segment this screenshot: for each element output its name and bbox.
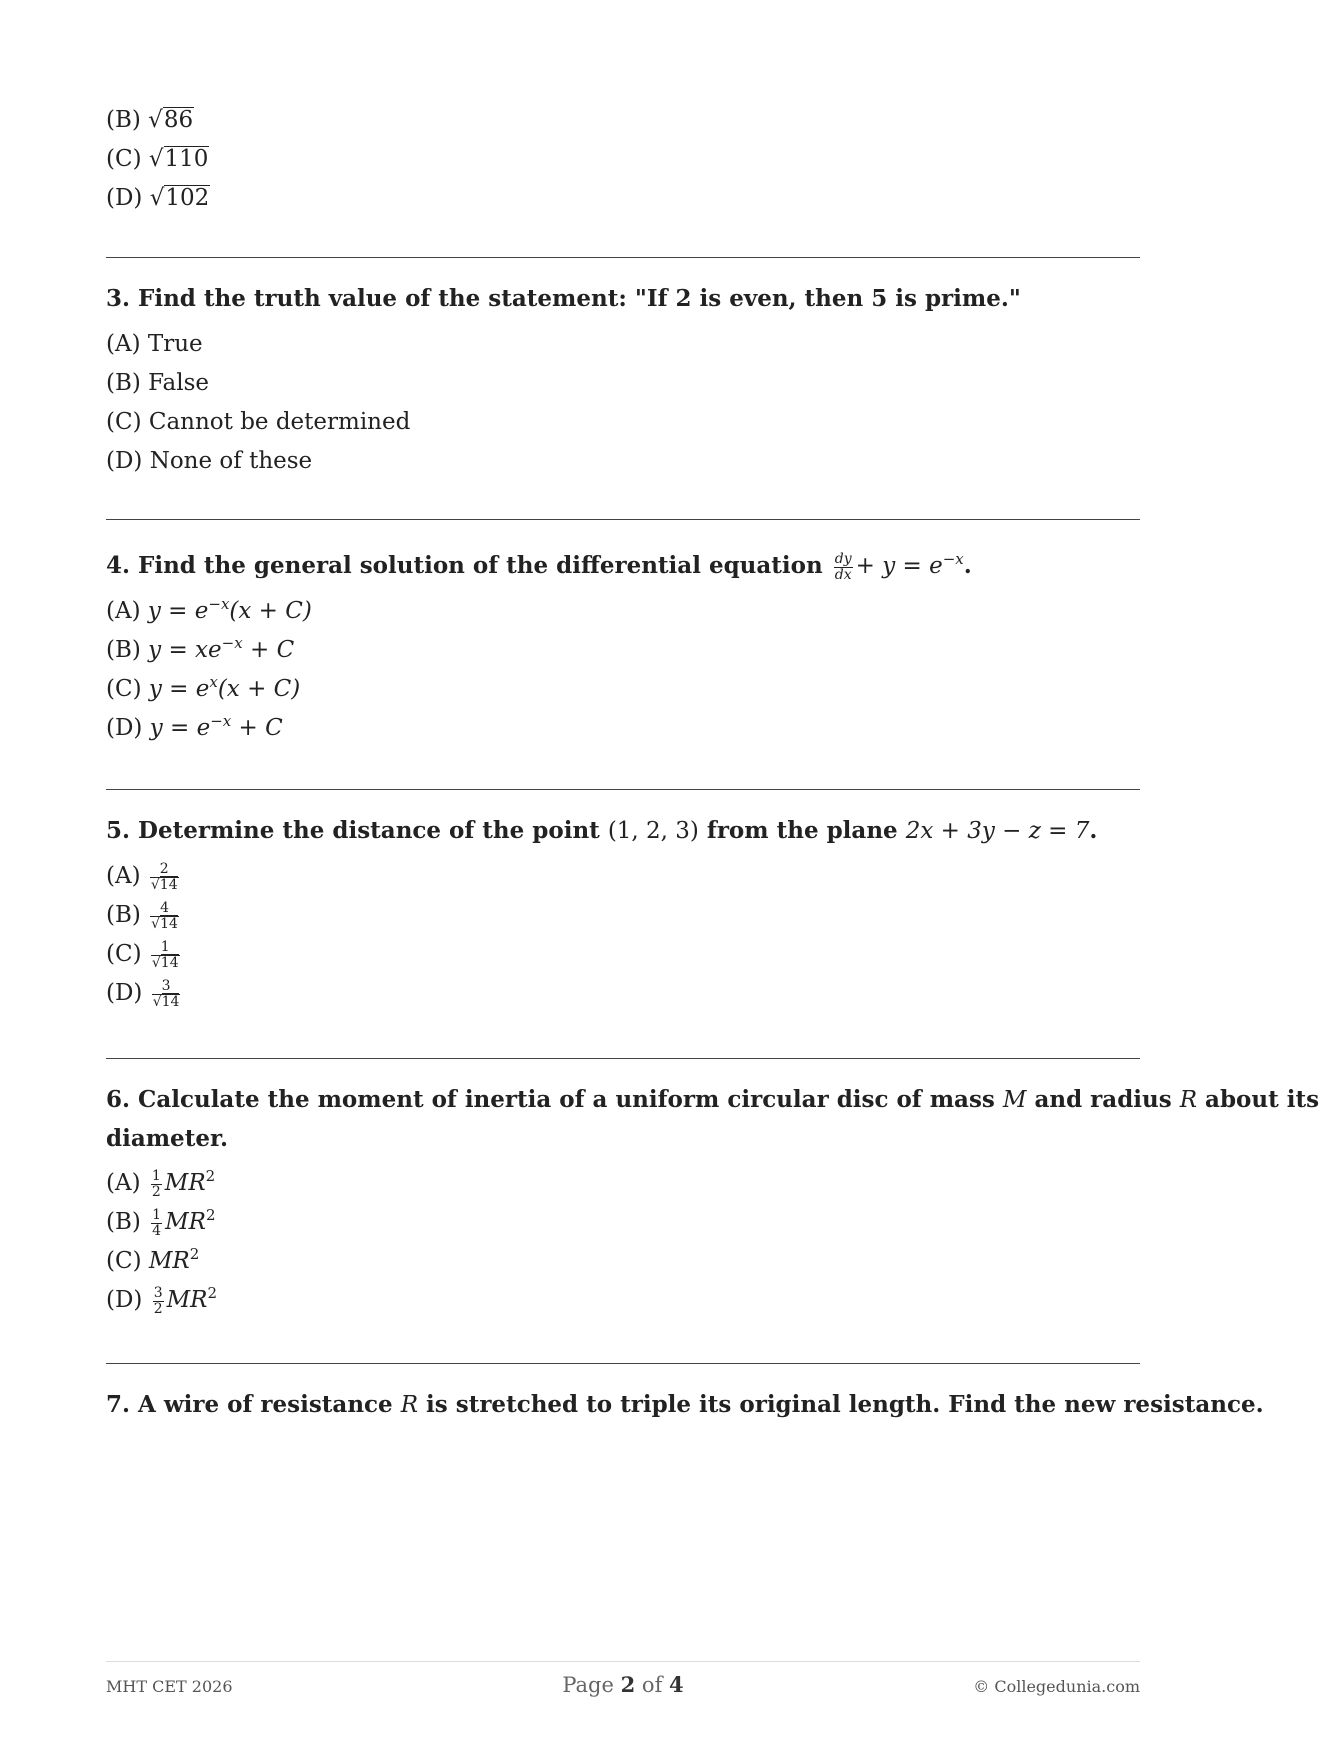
expression: MR xyxy=(166,1287,208,1313)
divider xyxy=(106,1058,1140,1059)
footer-copyright: © Collegedunia.com xyxy=(973,1677,1140,1696)
q5-option-b xyxy=(106,900,181,932)
superscript: 2 xyxy=(207,1284,218,1302)
denominator: 4 xyxy=(152,1222,162,1239)
option-label: (D) xyxy=(106,1287,143,1313)
question-3: 3. Find the truth value of the statement: "If 2 is even, then 5 is prime." xyxy=(106,285,1021,312)
expression: (x + C) xyxy=(217,676,301,702)
q5-option-d xyxy=(106,978,182,1010)
question-text: about its xyxy=(1205,1086,1319,1113)
q3-option-b: (B) False xyxy=(106,370,210,396)
option-label: (C) xyxy=(106,146,142,172)
option-label: (A) xyxy=(106,598,141,624)
q6-option-a xyxy=(106,1168,215,1200)
radicand: 14 xyxy=(160,954,179,971)
numerator: 1 xyxy=(152,1206,162,1223)
q2-option-c xyxy=(106,144,209,174)
question-text: 4. Find the general solution of the differential equation xyxy=(106,552,823,579)
superscript: −x xyxy=(942,550,964,568)
question-4 xyxy=(106,551,972,583)
sqrt-expression: √102 xyxy=(149,185,210,211)
numerator: 4 xyxy=(160,899,169,916)
expression: y = xe xyxy=(148,637,222,663)
point-coordinates: (1, 2, 3) xyxy=(607,818,699,844)
q4-option-a xyxy=(106,596,312,626)
question-5 xyxy=(106,816,1097,846)
equation-text: + y = e xyxy=(855,553,943,579)
expression: + C xyxy=(242,637,295,663)
question-text: 6. Calculate the moment of inertia of a uniform circular disc of mass xyxy=(106,1086,995,1113)
fraction xyxy=(150,862,179,893)
denominator: √14 xyxy=(150,876,178,893)
question-text: from the plane xyxy=(706,817,898,844)
denominator: dx xyxy=(834,566,852,583)
q6-option-d xyxy=(106,1285,217,1317)
sqrt-expression: √110 xyxy=(148,146,209,172)
total-pages: 4 xyxy=(669,1672,684,1697)
q2-option-b xyxy=(106,105,194,135)
option-label: (D) xyxy=(106,980,143,1006)
sqrt-expression: √86 xyxy=(148,107,194,133)
current-page: 2 xyxy=(620,1672,636,1697)
radicand: 14 xyxy=(161,993,180,1010)
expression: y = e xyxy=(148,676,210,702)
question-text: is stretched to triple its original length. Find the new resistance. xyxy=(426,1391,1264,1418)
variable-m: M xyxy=(1002,1087,1027,1113)
fraction xyxy=(150,901,179,932)
plane-equation: 2x + 3y − z = 7 xyxy=(905,818,1090,844)
superscript: 2 xyxy=(205,1167,216,1185)
question-text: 7. A wire of resistance xyxy=(106,1391,393,1418)
expression: MR xyxy=(165,1209,206,1235)
option-label: (C) xyxy=(106,676,142,702)
expression: MR xyxy=(148,1248,190,1274)
q6-option-c xyxy=(106,1246,199,1276)
q6-option-b xyxy=(106,1207,216,1239)
question-text: and radius xyxy=(1034,1086,1172,1113)
expression: y = e xyxy=(147,598,209,624)
of-word: of xyxy=(641,1673,663,1697)
option-label: (B) xyxy=(106,1209,141,1235)
superscript: −x xyxy=(221,634,243,652)
numerator: 1 xyxy=(151,1167,161,1184)
radicand: 86 xyxy=(163,107,194,133)
numerator: 2 xyxy=(159,860,169,877)
numerator: 3 xyxy=(161,977,171,994)
q3-option-c: (C) Cannot be determined xyxy=(106,409,411,435)
q3-option-a: (A) True xyxy=(106,331,203,357)
period: . xyxy=(963,552,972,579)
fraction xyxy=(151,940,180,971)
numerator: 3 xyxy=(153,1284,163,1301)
divider xyxy=(106,519,1140,520)
period: . xyxy=(1089,817,1098,844)
superscript: −x xyxy=(208,595,230,613)
option-label: (B) xyxy=(106,902,141,928)
denominator: √14 xyxy=(151,954,179,971)
option-label: (B) xyxy=(106,107,141,133)
denominator: √14 xyxy=(152,993,180,1010)
q5-option-c xyxy=(106,939,182,971)
fraction xyxy=(152,1286,165,1317)
superscript: 2 xyxy=(205,1206,216,1224)
variable-r: R xyxy=(1179,1087,1198,1113)
radicand: 110 xyxy=(164,146,209,172)
question-6-line-1 xyxy=(106,1085,1319,1115)
numerator: 1 xyxy=(160,938,170,955)
expression: MR xyxy=(164,1170,206,1196)
superscript: −x xyxy=(210,712,232,730)
footer-exam-name: MHT CET 2026 xyxy=(106,1677,233,1696)
option-label: (C) xyxy=(106,1248,142,1274)
denominator: 2 xyxy=(151,1183,161,1200)
option-label: (C) xyxy=(106,941,142,967)
radicand: 14 xyxy=(160,915,178,932)
numerator: dy xyxy=(834,550,852,567)
denominator: 2 xyxy=(153,1300,163,1317)
q3-option-d: (D) None of these xyxy=(106,448,313,474)
q4-option-b xyxy=(106,635,294,665)
expression: y = e xyxy=(149,715,211,741)
radicand: 14 xyxy=(159,876,178,893)
fraction xyxy=(150,1169,163,1200)
fraction xyxy=(833,552,854,583)
divider xyxy=(106,257,1140,258)
footer-rule xyxy=(106,1661,1140,1662)
option-label: (D) xyxy=(106,185,143,211)
expression: + C xyxy=(231,715,283,741)
q5-option-a xyxy=(106,861,181,893)
option-label: (B) xyxy=(106,637,141,663)
divider xyxy=(106,1363,1140,1364)
question-7 xyxy=(106,1390,1264,1420)
fraction xyxy=(150,1208,163,1239)
superscript: x xyxy=(209,673,218,691)
q4-option-c xyxy=(106,674,300,704)
page-word: Page xyxy=(562,1673,614,1697)
variable-r: R xyxy=(400,1392,419,1418)
superscript: 2 xyxy=(189,1245,200,1263)
option-label: (A) xyxy=(106,1170,141,1196)
denominator: √14 xyxy=(151,915,178,932)
q2-option-d xyxy=(106,183,210,213)
question-text: 5. Determine the distance of the point xyxy=(106,817,600,844)
q4-option-d xyxy=(106,713,283,743)
option-label: (D) xyxy=(106,715,143,741)
expression: (x + C) xyxy=(229,598,312,624)
fraction xyxy=(152,979,181,1010)
option-label: (A) xyxy=(106,863,141,889)
radicand: 102 xyxy=(165,185,210,211)
document-page xyxy=(106,0,1319,1754)
divider xyxy=(106,789,1140,790)
question-6-line-2: diameter. xyxy=(106,1125,228,1152)
